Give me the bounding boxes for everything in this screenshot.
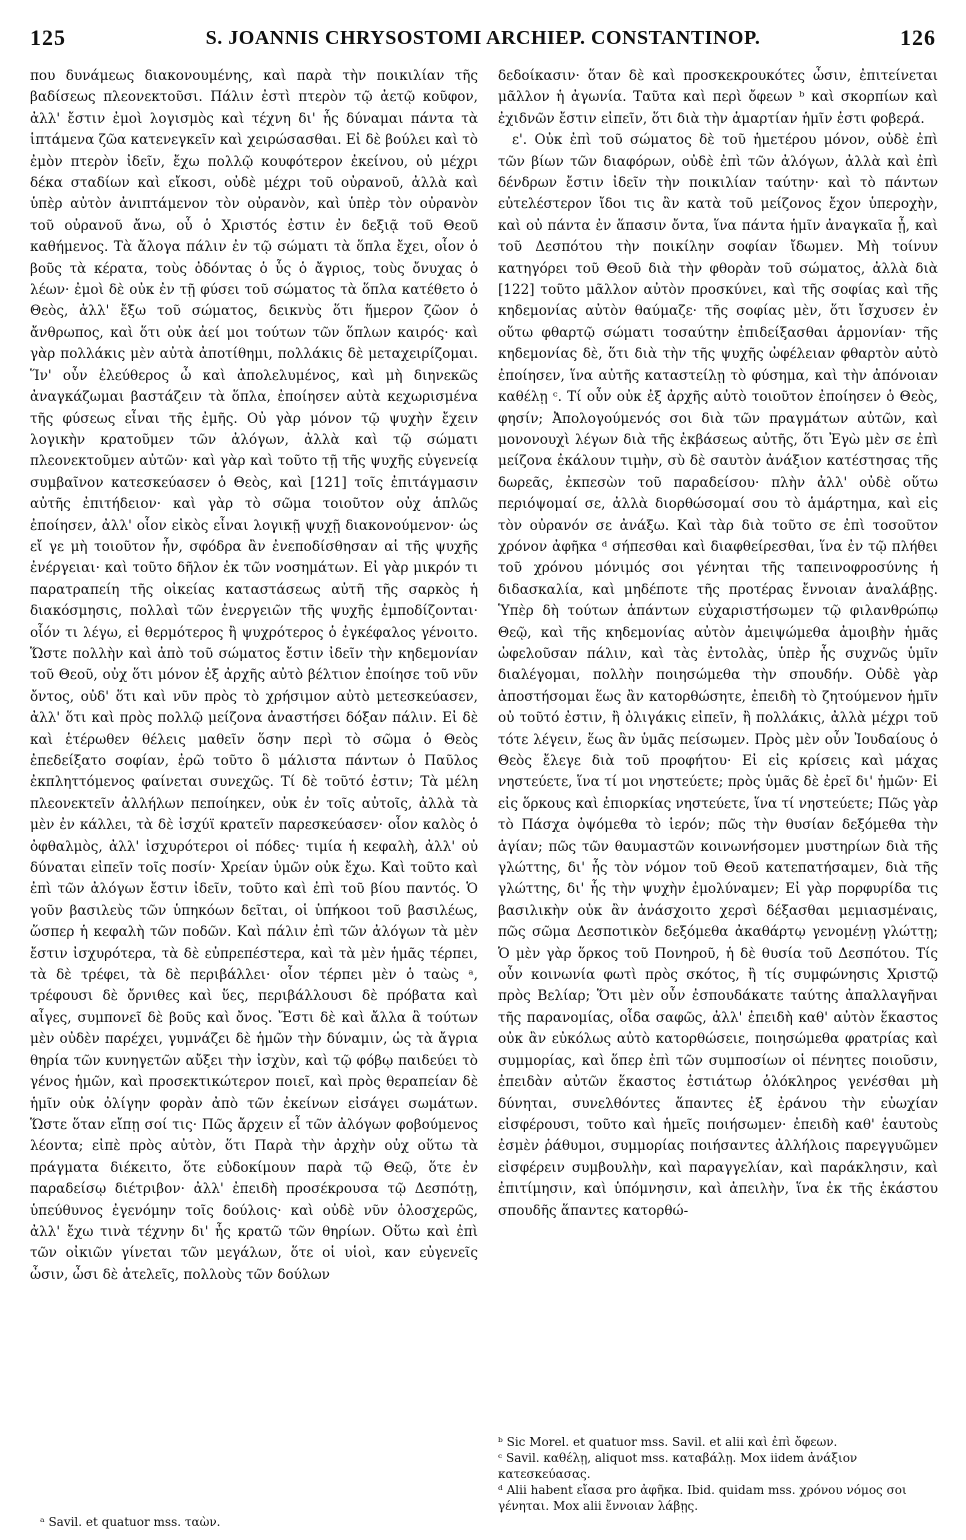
footnote: ᵈ Alii habent εἴασα pro ἀφῆκα. Ibid. quidam mss. χρόνου νόμος σοι γένηται. Mox alii ἔννοιαν λάβῃς. xyxy=(498,1483,907,1513)
footnote: ᵃ Savil. et quatuor mss. ταὼν. xyxy=(40,1515,221,1529)
running-title: S. JOANNIS CHRYSOSTOMI ARCHIEP. CONSTANTINOP. xyxy=(205,26,761,49)
right-column-paragraph: ε'. Οὐκ ἐπὶ τοῦ σώματος δὲ τοῦ ἡμετέρου μόνον, οὐδὲ ἐπὶ τῶν βίων τῶν διαφόρων, οὐδὲ ἐπὶ τῶν ἀλόγων, ἀλλὰ καὶ ἐπὶ δένδρων ἔστιν ἰδεῖν τὴν ποικιλίαν ταύτην· καὶ τὸ πάντων εὐτελέστερον ἴδοι τις ἂν κατὰ τοῦ μείζονος ἔχον ὑπεροχὴν, καὶ οὐ πάντα ἐν ἅπασιν ὄντα, ἵνα πάντα ἡμῖν ἀναγκαῖα ᾖ, καὶ τοῦ Δεσπότου τὴν ποικίλην σοφίαν ἴδωμεν. Μὴ τοίνυν κατηγόρει τοῦ Θεοῦ διὰ τὴν φθορὰν τοῦ σώματος, ἀλλὰ διὰ [122] τοῦτο μᾶλλον αὐτὸν προσκύνει, καὶ τῆς σοφίας καὶ τῆς κηδεμονίας αὐτὸν θαύμαζε· τῆς σοφίας μὲν, ὅτι ἴσχυσεν ἐν οὕτω φθαρτῷ σώματι τοσαύτην ἐπιδείξασθαι ἁρμονίαν· τῆς κηδεμονίας δὲ, ὅτι διὰ τὴν τῆς ψυχῆς ὠφέλειαν φθαρτὸν αὐτὸ ἐποίησεν, ἵνα αὐτῆς καταστείλῃ τὸ φύσημα, καὶ τὴν ἀπόνοιαν καθέλῃ ᶜ. Τί οὖν οὐκ ἐξ ἀρχῆς αὐτὸ τοιοῦτον ἐποίησεν ὁ Θεὸς, φησίν; Ἀπολογούμενός σοι διὰ τῶν πραγμάτων αὐτῶν, καὶ μονονουχὶ λέγων διὰ τῆς ἐκβάσεως αὐτῆς, ὅτι Ἐγὼ μὲν σε ἐπὶ μείζονα ἐκάλουν τιμὴν, σὺ δὲ σαυτὸν ἀνάξιον κατέστησας τῆς δωρεᾶς, ἐκπεσὼν τοῦ παραδείσου· πλὴν ἀλλ' οὐδὲ οὕτω περιόψομαί σε, ἀλλὰ διορθώσομαί σου τὸ ἁμάρτημα, καὶ εἰς τὸν οὐρανόν σε ἀνάξω. Καὶ τὰρ διὰ τοῦτο σε ἐπὶ τοσοῦτον χρόνον ἀφῆκα ᵈ σήπεσθαι καὶ διαφθείρεσθαι, ἵνα ἐν τῷ πλήθει τοῦ χρόνου μόνιμός σοι γένηται τῆς ταπεινοφροσύνης ἡ διδασκαλία, καὶ μηδέποτε τῆς προτέρας ἔννοιαν ἀναλάβῃς. Ὑπὲρ δὴ τούτων ἁπάντων εὐχαριστήσωμεν τῷ φιλανθρώπῳ Θεῷ, καὶ τῆς κηδεμονίας αὐτὸν ἀμειψώμεθα ἀμοιβὴν ἡμᾶς ὠφελοῦσαν πάλιν, καὶ τὰς ἐντολὰς, ὑπὲρ ἧς συχνῶς ὑμῖν διαλέγομαι, πολλὴν ποιησώμεθα τὴν σπουδήν. Οὐδὲ γὰρ ἀποστήσομαι ἕως ἂν κατορθώσητε, ἐπειδὴ τὸ ζητούμενον ἡμῖν οὐ τοῦτό ἐστιν, ἢ ὀλιγάκις εἰπεῖν, ἢ πολλάκις, ἀλλὰ μέχρι τοῦ τότε λέγειν, ἕως ἂν ὑμᾶς πείσωμεν. Πρὸς μὲν οὖν Ἰουδαίους ὁ Θεὸς ἔλεγε διὰ τοῦ προφήτου· Εἰ εἰς κρίσεις καὶ μάχας νηστεύετε, ἵνα τί μοι νηστεύετε; πρὸς ὑμᾶς δὲ ἐρεῖ δι' ἡμῶν· Εἰ εἰς ὅρκους καὶ ἐπιορκίας νηστεύετε, ἵνα τί νηστεύετε; Πῶς γὰρ τὸ Πάσχα ὀψόμεθα τὸ ἱερόν; πῶς τὴν θυσίαν δεξόμεθα τὴν ἁγίαν; πῶς τῶν θαυμαστῶν κοινωνήσομεν μυστηρίων διὰ τῆς γλώττης, δι' ἧς τὸν νόμον τοῦ Θεοῦ κατεπατήσαμεν, διὰ τῆς γλώττης, δι' ἧς τὴν ψυχὴν ἐμολύναμεν; Εἰ γὰρ πορφυρίδα τις βασιλικὴν οὐκ ἂν ἀνάσχοιτο χερσὶ δέξασθαι μεμιασμέναις, πῶς σῶμα Δεσποτικὸν δεξόμεθα ἀκαθάρτῳ γενομένῃ γλώττῃ; Ὁ μὲν γὰρ ὅρκος τοῦ Πονηροῦ, ἡ δὲ θυσία τοῦ Δεσπότου. Τίς οὖν κοινωνία φωτὶ πρὸς σκότος, ἢ τίς συμφώνησις Χριστῷ πρὸς Βελίαρ; Ὅτι μὲν οὖν ἐσπουδάκατε ταύτης ἀπαλλαγῆναι τῆς παρανομίας, οἶδα σαφῶς, ἀλλ' ἐπειδὴ καθ' αὐτὸν ἕκαστος οὐκ ἂν εὐκόλως αὐτὸ κατορθώσειε, ποιησώμεθα φρατρίας καὶ συμμορίας, καὶ ὅπερ ἐπὶ τῶν συμποσίων οἱ πένητες ποιοῦσιν, ἐπειδὰν αὐτῶν ἕκαστος ἑστιάτωρ ὁλόκληρος γενέσθαι μὴ δύνηται, συνελθόντες ἅπαντες ἐξ ἐράνου τὴν εὐωχίαν εἰσφέρουσι, τοῦτο καὶ ἡμεῖς ποιήσωμεν· ἐπειδὴ καθ' ἑαυτοὺς ἐσμὲν ῥάθυμοι, συμμορίας ποιήσαντες ἀλλήλοις παρεγγυῶμεν εἰσφέρειν συμβουλὴν, καὶ παραγγελίαν, καὶ παράκλησιν, καὶ ἐπιτίμησιν, καὶ ὑπόμνησιν, καὶ ἀπειλὴν, ἵνα ἐκ τῆς ἑκάστου σπουδῆς ἅπαντες κατορθώ- xyxy=(498,132,938,1219)
page-number-left: 125 xyxy=(30,25,66,50)
page-number-right: 126 xyxy=(899,25,936,50)
left-column-paragraph: που δυνάμεως διακονουμένης, καὶ παρὰ τὴν ποικιλίαν τῆς βαδίσεως πλεονεκτοῦσι. Πάλιν ἐστὶ πτερὸν τῷ ἀετῷ κοῦφον, ἀλλ' ἔστιν ἐμοὶ λογισμὸς καὶ τέχνη δι' ἧς δύναμαι πάντα τὰ ἱπτάμενα ζῶα κατενεγκεῖν καὶ χειρώσασθαι. Εἰ δὲ βούλει καὶ τὸ ἐμὸν πτερὸν ἰδεῖν, ἔχω πολλῷ κουφότερον ἐκείνου, οὐ μέχρι δέκα σταδίων καὶ εἴκοσι, οὐδὲ μέχρι τοῦ οὐρανοῦ, ἀλλὰ καὶ ὑπὲρ αὐτὸν ἀνιπτάμενον τὸν οὐρανὸν, καὶ ὑπὲρ τὸν οὐρανὸν τοῦ οὐρανοῦ ἄνω, οὗ ὁ Χριστός ἐστιν ἐν δεξιᾷ τοῦ Θεοῦ καθήμενος. Τὰ ἄλογα πάλιν ἐν τῷ σώματι τὰ ὅπλα ἔχει, οἷον ὁ βοῦς τὰ κέρατα, τοὺς ὀδόντας ὁ ὗς ὁ ἄγριος, τοὺς ὄνυχας ὁ λέων· ἐμοὶ δὲ οὐκ ἐν τῇ φύσει τοῦ σώματος τὰ ὅπλα κατέθετο ὁ Θεὸς, ἀλλ' ἔξω τοῦ σώματος, δεικνὺς ὅτι ἥμερον ζῶον ὁ ἄνθρωπος, καὶ ὅτι οὐκ ἀεί μοι τούτων τῶν ὅπλων καιρός· καὶ γὰρ πολλάκις μὲν αὐτὰ ἀποτίθημι, πολλάκις δὲ μεταχειρίζομαι. Ἵν' οὖν ἐλεύθερος ὦ καὶ ἀπολελυμένος, καὶ μὴ διηνεκῶς ἀναγκάζωμαι βαστάζειν τὰ ὅπλα, ἐποίησεν αὐτὰ κεχωρισμένα τῆς φύσεως εἶναι τῆς ἐμῆς. Οὐ γὰρ μόνον τῷ ψυχὴν ἔχειν λογικὴν κρατοῦμεν τῶν ἀλόγων, ἀλλὰ καὶ τῷ σώματι πλεονεκτοῦμεν αὐτῶν· καὶ γὰρ καὶ τοῦτο τῇ τῆς ψυχῆς εὐγενείᾳ συμβαῖνον κατεσκεύασεν ὁ Θεὸς, καὶ [121] τοῖς ἐπιτάγμασιν αὐτῆς ἐπιτήδειον· καὶ γὰρ τὸ σῶμα τοιοῦτον οὐχ ἁπλῶς ἐποίησεν, ἀλλ' οἷον εἰκὸς εἶναι λογικῇ ψυχῇ διακονούμενον· ὡς εἴ γε μὴ τοιοῦτον ἦν, σφόδρα ἂν ἐνεποδίσθησαν αἱ τῆς ψυχῆς ἐνέργειαι· καὶ τοῦτο δῆλον ἐκ τῶν νοσημάτων. Εἰ γὰρ μικρόν τι παρατραπείη τῆς οἰκείας καταστάσεως αὐτῆ τῆς σαρκὸς ἡ διακόσμησις, πολλαὶ τῶν ἐνεργειῶν τῆς ψυχῆς ἐμποδίζονται· οἷόν τι λέγω, εἰ θερμότερος ἢ ψυχρότερος ὁ ἐγκέφαλος γένοιτο. Ὥστε πολλὴν καὶ ἀπὸ τοῦ σώματος ἔστιν ἰδεῖν τὴν κηδεμονίαν τοῦ Θεοῦ, οὐχ ὅτι μόνον ἐξ ἀρχῆς αὐτὸ βέλτιον ἐποίησε τοῦ νῦν ὄντος, οὐδ' ὅτι καὶ νῦν πρὸς τὸ χρήσιμον αὐτὸ μετεσκεύασεν, ἀλλ' ὅτι καὶ πρὸς πολλῷ μείζονα ἀναστήσει δόξαν πάλιν. Εἰ δὲ καὶ ἑτέρωθεν θέλεις μαθεῖν ὅσην περὶ τὸ σῶμα ὁ Θεὸς ἐπεδείξατο σοφίαν, ἐρῶ τοῦτο ὃ μάλιστα πάντων ὁ Παῦλος ἐκπληττόμενος φαίνεται συνεχῶς. Τί δὲ τοῦτό ἐστιν; Τὰ μέλη πλεονεκτεῖν ἀλλήλων πεποίηκεν, οὐκ ἐν τοῖς αὐτοῖς, ἀλλὰ τὰ μὲν ἐν κάλλει, τὰ δὲ ἰσχύϊ κρατεῖν παρεσκεύασεν· οἷον καλὸς ὁ ὀφθαλμὸς, ἀλλ' ἰσχυρότεροι οἱ πόδες· τιμία ἡ κεφαλὴ, ἀλλ' οὐ δύναται εἰπεῖν τοῖς ποσίν· Χρείαν ὑμῶν οὐκ ἔχω. Καὶ τοῦτο καὶ ἐπὶ τῶν ἀλόγων ἔστιν ἰδεῖν, τοῦτο καὶ ἐπὶ τοῦ βίου παντός. Ὁ γοῦν βασιλεὺς τῶν ὑπηκόων δεῖται, οἱ ὑπήκοοι τοῦ βασιλέως, ὥσπερ ἡ κεφαλὴ τῶν ποδῶν. Καὶ πάλιν ἐπὶ τῶν ἀλόγων τὰ μὲν ἔστιν ἰσχυρότερα, τὰ δὲ εὐπρεπέστερα, καὶ τὰ μὲν ἡμᾶς τέρπει, τὰ δὲ τρέφει, τὰ δὲ περιβάλλει· οἷον τέρπει μὲν ὁ ταὼς ᵃ, τρέφουσι δὲ ὄρνιθες καὶ ὕες, περιβάλλουσι δὲ πρόβατα καὶ αἶγες, συμπονεῖ δὲ βοῦς καὶ ὄνος. Ἔστι δὲ καὶ ἄλλα ἃ τούτων μὲν οὐδὲν παρέχει, γυμνάζει δὲ ἡμῶν τὴν δύναμιν, ὡς τὰ ἄγρια θηρία τῶν κυνηγετῶν αὔξει τὴν ἰσχὺν, καὶ τῷ φόβῳ παιδεύει τὸ γένος ἡμῶν, καὶ προσεκτικώτερον ποιεῖ, καὶ πρὸς θεραπείαν δὲ ἡμῖν οὐκ ὀλίγην φορὰν ἀπὸ τῶν ἐκείνων εἰσάγει σωμάτων. Ὥστε ὅταν εἴπῃ σοί τις· Πῶς ἄρχειν εἶ τῶν ἀλόγων φοβούμενος λέοντα; εἰπὲ πρὸς αὐτὸν, ὅτι Παρὰ τὴν ἀρχὴν οὐχ οὕτω τὰ πράγματα διέκειτο, ὅτε εὐδοκίμουν παρὰ τῷ Θεῷ, ὅτε ἐν παραδείσῳ διέτριβον· ἀλλ' ἐπειδὴ προσέκρουσα τῷ Δεσπότῃ, ὑπεύθυνος ἐγενόμην τοῖς δούλοις· καὶ οὐδὲ νῦν ὁλοσχερῶς, ἀλλ' ἔχω τινὰ τέχνην δι' ἧς κρατῶ τῶν θηρίων. Οὕτω καὶ ἐπὶ τῶν οἰκιῶν γίνεται τῶν μεγάλων, ὅτε οἱ υἱοὶ, καν εὐγενεῖς ὦσιν, ὦσι δὲ ἀτελεῖς, πολλοὺς τῶν δούλων xyxy=(30,68,478,1283)
running-header xyxy=(30,18,936,58)
right-column xyxy=(498,66,938,1222)
left-column xyxy=(30,66,478,1286)
right-column-paragraph: δεδοίκασιν· ὅταν δὲ καὶ προσκεκρουκότες ὦσιν, ἐπιτείνεται μᾶλλον ἡ ἀγωνία. Ταῦτα καὶ περὶ ὄφεων ᵇ καὶ σκορπίων καὶ ἐχιδνῶν ἔστιν εἰπεῖν, ὅτι διὰ τὴν ἁμαρτίαν ἡμῖν ἐστι φοβερά. xyxy=(498,68,938,127)
footnote: ᵇ Sic Morel. et quatuor mss. Savil. et alii καὶ ἐπὶ ὄφεων. xyxy=(498,1435,838,1449)
footnotes-left xyxy=(40,1514,470,1530)
footnotes-right xyxy=(498,1434,938,1514)
footnote: ᶜ Savil. καθέλῃ, aliquot mss. καταβάλῃ. Mox iidem ἀνάξιον κατεσκεύασας. xyxy=(498,1451,858,1481)
